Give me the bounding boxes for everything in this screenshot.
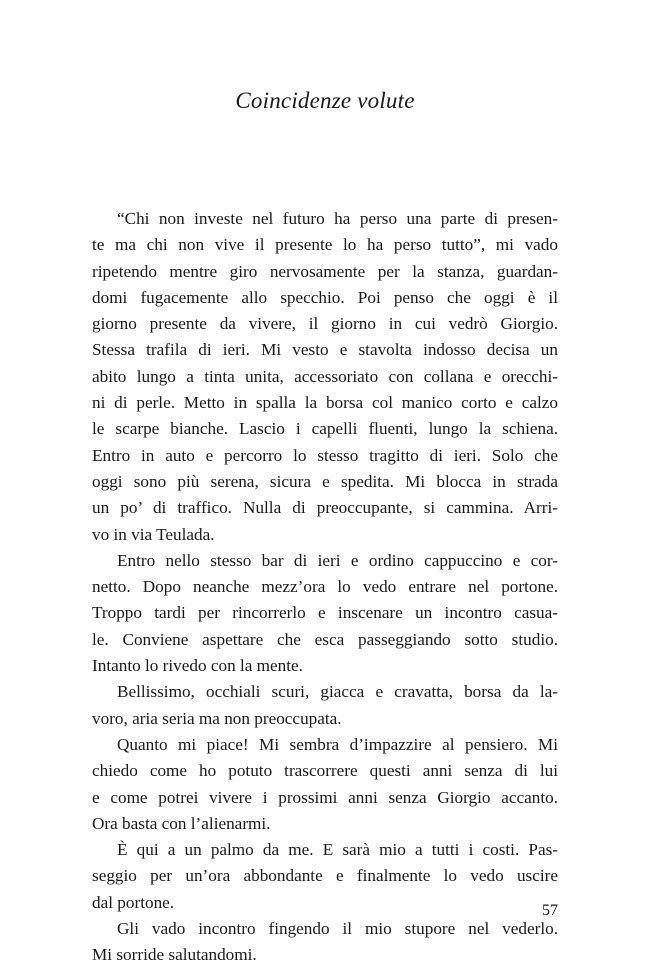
text-line: Entro nello stesso bar di ieri e ordino cappuccino e cor-	[117, 550, 558, 570]
text-line: giorno presente da vivere, il giorno in cui vedrò Giorgio.	[92, 314, 558, 334]
text-line: le scarpe bianche. Lascio i capelli fluenti, lungo la schiena.	[92, 419, 558, 439]
text-line: abito lungo a tinta unita, accessoriato con collana e orecchi-	[92, 366, 558, 386]
paragraph	[92, 837, 558, 916]
paragraph	[92, 206, 558, 548]
text-line: dal portone.	[92, 892, 175, 912]
text-line: voro, aria seria ma non preoccupata.	[92, 708, 342, 728]
text-line: Entro in auto e percorro lo stesso tragitto di ieri. Solo che	[92, 445, 558, 465]
page-number: 57	[542, 902, 558, 919]
paragraph	[92, 916, 558, 969]
text-line: È qui a un palmo da me. E sarà mio a tutti i costi. Pas-	[117, 840, 558, 860]
text-line: e come potrei vivere i prossimi anni senza Giorgio accanto.	[92, 787, 558, 807]
chapter-title: Coincidenze volute	[235, 88, 415, 113]
paragraph	[92, 548, 558, 679]
text-line: le. Conviene aspettare che esca passeggiando sotto studio.	[92, 629, 558, 649]
text-line: Troppo tardi per rincorrerlo e inscenare un incontro casua-	[92, 603, 558, 623]
text-line: oggi sono più serena, sicura e spedita. Mi blocca in strada	[92, 471, 558, 491]
paragraph	[92, 732, 558, 837]
text-line: ni di perle. Metto in spalla la borsa col manico corto e calzo	[92, 393, 558, 413]
text-line: domi fugacemente allo specchio. Poi penso che oggi è il	[92, 287, 558, 307]
text-line: te ma chi non vive il presente lo ha perso tutto”, mi vado	[92, 235, 558, 255]
text-line: Intanto lo rivedo con la mente.	[92, 656, 303, 676]
paragraph	[92, 679, 558, 732]
text-line: Quanto mi piace! Mi sembra d’impazzire al pensiero. Mi	[117, 734, 558, 754]
text-line: Ora basta con l’alienarmi.	[92, 813, 271, 833]
text-line: chiedo come ho potuto trascorrere questi anni senza di lui	[92, 761, 558, 781]
text-line: Gli vado incontro fingendo il mio stupore nel vederlo.	[117, 919, 558, 939]
text-line: un po’ di traffico. Nulla di preoccupante, si cammina. Arri-	[92, 498, 558, 518]
text-line: Mi sorride salutandomi.	[92, 945, 257, 965]
text-line: Bellissimo, occhiali scuri, giacca e cravatta, borsa da la-	[117, 682, 558, 702]
text-line: vo in via Teulada.	[92, 524, 215, 544]
body-text	[92, 206, 558, 969]
text-line: ripetendo mentre giro nervosamente per la stanza, guardan-	[92, 261, 558, 281]
text-line: seggio per un’ora abbondante e finalmente lo vedo uscire	[92, 866, 558, 886]
text-line: netto. Dopo neanche mezz’ora lo vedo entrare nel portone.	[92, 577, 558, 597]
text-line: Stessa trafila di ieri. Mi vesto e stavolta indosso decisa un	[92, 340, 558, 360]
text-line: “Chi non investe nel futuro ha perso una parte di presen-	[117, 209, 558, 228]
